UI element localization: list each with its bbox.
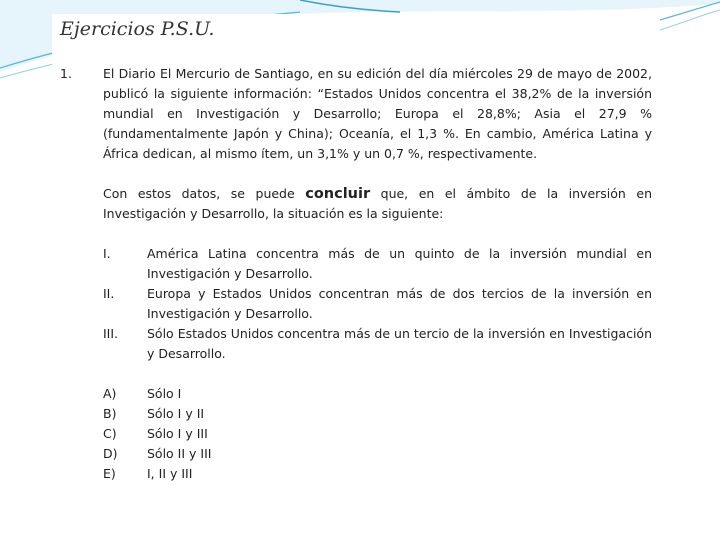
statement-item [52, 244, 652, 284]
option-letter: A) [103, 386, 117, 401]
option-text: Sólo I [147, 386, 182, 401]
option-letter: C) [103, 426, 117, 441]
option-letter: B) [103, 406, 117, 421]
question-prompt [52, 184, 652, 224]
question-number: 1. [60, 66, 72, 81]
statement-number: II. [103, 286, 115, 301]
option-text: Sólo I y III [147, 426, 208, 441]
statement-list [52, 244, 652, 364]
option-text: I, II y III [147, 466, 193, 481]
statement-text: Sólo Estados Unidos concentra más de un tercio de la inversión en Investigación y Desarrollo. [147, 326, 652, 361]
answer-option-d [52, 444, 652, 464]
statement-item [52, 324, 652, 364]
option-letter: E) [103, 466, 116, 481]
prompt-text-before: Con estos datos, se puede [103, 186, 306, 201]
statement-text: América Latina concentra más de un quinto de la inversión mundial en Investigación y Desarrollo. [147, 246, 652, 281]
answer-option-a [52, 384, 652, 404]
slide-page [52, 14, 659, 514]
slide-title: Ejercicios P.S.U. [60, 18, 215, 40]
answer-option-c [52, 424, 652, 444]
question-statement [52, 64, 652, 164]
question-content [52, 64, 652, 484]
prompt-emphasis: concluir [305, 186, 371, 202]
question-text: El Diario El Mercurio de Santiago, en su edición del día miércoles 29 de mayo de 2002, publicó la siguiente información: “Estados Unidos concentra el 38,2% de la inversión mundial en Investigación y Desarrollo; Europa el 28,8%; Asia el 27,9 % (fundamentalmente Japón y China); Oceanía, el 1,3 %. En cambio, América Latina y África dedican, al mismo ítem, un 3,1% y un 0,7 %, respectivamente. [103, 66, 652, 161]
statement-number: III. [103, 326, 119, 341]
statement-item [52, 284, 652, 324]
option-text: Sólo II y III [147, 446, 212, 461]
prompt-text-after: que, en el ámbito de la inversión en Investigación y Desarrollo, la situación es la siguiente: [103, 186, 652, 221]
answer-options [52, 384, 652, 484]
statement-text: Europa y Estados Unidos concentran más de dos tercios de la inversión en Investigación y Desarrollo. [147, 286, 652, 321]
option-text: Sólo I y II [147, 406, 205, 421]
answer-option-e [52, 464, 652, 484]
option-letter: D) [103, 446, 118, 461]
answer-option-b [52, 404, 652, 424]
statement-number: I. [103, 246, 111, 261]
